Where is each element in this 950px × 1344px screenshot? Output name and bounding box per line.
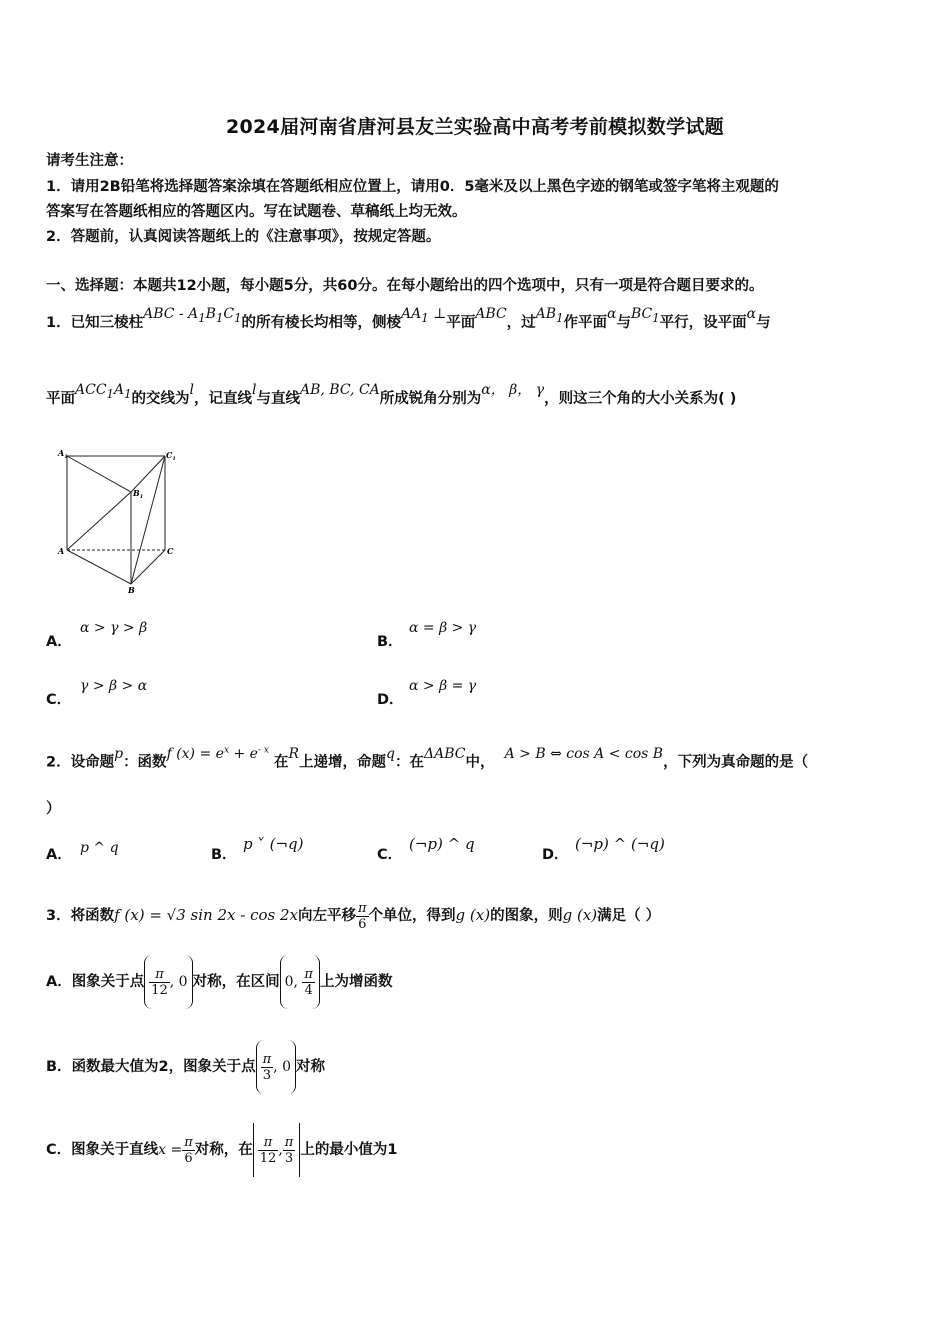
q1-math: $AB_1$ xyxy=(535,306,564,325)
q1-math: α， β， γ xyxy=(481,382,545,398)
q1-option-a-expr[interactable]: α > γ > β xyxy=(80,620,148,636)
notice-line-3: 2．答题前，认真阅读答题纸上的《注意事项》，按规定答题。 xyxy=(46,229,441,245)
vertex-c1: $C_1$ xyxy=(166,450,176,462)
q1-option-b-label[interactable]: B． xyxy=(377,634,403,650)
vertex-c: C xyxy=(167,546,174,556)
q1-option-a-label[interactable]: A． xyxy=(46,634,72,650)
prism-figure xyxy=(55,446,185,596)
q1-math: l xyxy=(252,382,257,398)
question-3-line-1: 3．将函数f (x) = √3 sin 2x - cos 2x向左平移 $\frac{\pi}{6}$ 个单位，得到g (x)的图象，则g (x)满足（ ） xyxy=(46,900,661,932)
q1-math: α xyxy=(746,306,757,322)
q3-c-interval: $\frac{\pi}{12}$ , $\frac{\pi}{3}$ xyxy=(253,1123,301,1177)
q1-math: $ACC_1A_1$ xyxy=(75,382,132,401)
question-1-line-1: 1．已知三棱柱ABC - $A_1B_1C_1$的所有棱长均相等，侧棱$AA_1$ ⊥平面ABC，过$AB_1$作平面α与$BC_1$平行，设平面α与 xyxy=(46,306,771,331)
question-1-line-2: 平面$ACC_1A_1$的交线为l，记直线l与直线AB, BC, CA所成锐角分别为α， β， γ，则这三个角的大小关系为( ) xyxy=(46,382,737,407)
q1-math: α xyxy=(606,306,617,322)
notice-line-1: 1．请用2B铅笔将选择题答案涂填在答题纸相应位置上，请用0．5毫米及以上黑色字迹的钢笔或签字笔将主观题的 xyxy=(46,179,779,195)
vertex-a: A xyxy=(58,546,65,556)
q1-option-c-label[interactable]: C． xyxy=(46,692,72,708)
q1-math: $BC_1$ xyxy=(630,306,660,325)
q1-math: ABC xyxy=(475,306,507,322)
q2-function: f $(x) = e^x + e^{- x}$ xyxy=(166,745,269,762)
q1-math: ABC - $A_1B_1C_1$ xyxy=(143,306,242,325)
q1-math: $AA_1$ ⊥ xyxy=(401,306,447,325)
q3-c-fraction: $\frac{\pi}{6}$ xyxy=(184,1134,193,1166)
exam-title: 2024届河南省唐河县友兰实验高中高考考前模拟数学试题 xyxy=(226,116,724,138)
q3-a-point: $\frac{\pi}{12}$ , 0 xyxy=(144,955,192,1009)
q3-option-b[interactable]: B．函数最大值为2，图象关于点 $\frac{\pi}{3}$ , 0 对称 xyxy=(46,1040,325,1094)
notice-heading: 请考生注意： xyxy=(46,153,133,169)
q1-text: 1．已知三棱柱 xyxy=(46,315,144,331)
q2-option-d-label[interactable]: D． xyxy=(542,847,569,863)
vertex-a1: $A_1$ xyxy=(58,448,68,460)
q3-option-a[interactable]: A．图象关于点 $\frac{\pi}{12}$ , 0 对称，在区间 0, $\frac{\pi}{4}$ 上为增函数 xyxy=(46,955,392,1009)
q2-option-a-label[interactable]: A． xyxy=(46,847,72,863)
q2-option-c-label[interactable]: C． xyxy=(377,847,403,863)
q3-b-point: $\frac{\pi}{3}$ , 0 xyxy=(256,1040,296,1094)
q3-shift-fraction: $\frac{\pi}{6}$ xyxy=(357,900,367,932)
q2-option-d-expr[interactable]: (¬p) ^ (¬q) xyxy=(575,835,665,853)
q2-option-a-expr[interactable]: p ^ q xyxy=(80,840,119,856)
q1-option-c-expr[interactable]: γ > β > α xyxy=(80,678,148,694)
q1-option-d-expr[interactable]: α > β = γ xyxy=(409,678,477,694)
vertex-b: B xyxy=(128,585,135,595)
q2-option-c-expr[interactable]: (¬p) ^ q xyxy=(409,835,475,853)
question-2-line-1: 2．设命题p：函数f $(x) = e^x + e^{- x}$ 在R上递增，命题q：在ΔABC中， A > B ⇔ cos A < cos B，下列为真命题的是（ xyxy=(46,745,809,771)
vertex-b1: $B_1$ xyxy=(133,488,144,500)
q3-option-c[interactable]: C．图象关于直线x = $\frac{\pi}{6}$ 对称，在 $\frac{\pi}{12}$ , $\frac{\pi}{3}$ 上的最小值为1 xyxy=(46,1123,397,1177)
q1-option-b-expr[interactable]: α = β > γ xyxy=(409,620,477,636)
q1-option-d-label[interactable]: D． xyxy=(377,692,404,708)
question-2-line-2: ） xyxy=(46,801,61,817)
q2-option-b-label[interactable]: B． xyxy=(211,847,237,863)
q2-option-b-expr[interactable]: p ˅ (¬q) xyxy=(243,835,304,853)
q1-math: l xyxy=(189,382,194,398)
q1-math: AB, BC, CA xyxy=(299,382,380,398)
notice-line-2: 答案写在答题纸相应的答题区内。写在试题卷、草稿纸上均无效。 xyxy=(46,204,467,220)
q3-a-interval: 0, $\frac{\pi}{4}$ xyxy=(280,955,320,1009)
section-heading: 一、选择题：本题共12小题，每小题5分，共60分。在每小题给出的四个选项中，只有一项是符合题目要求的。 xyxy=(46,278,764,294)
